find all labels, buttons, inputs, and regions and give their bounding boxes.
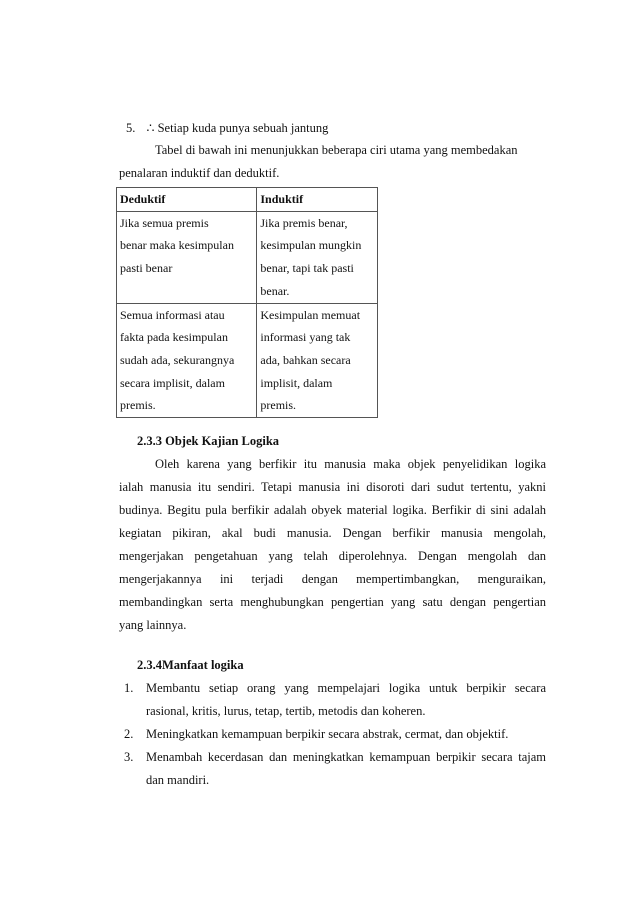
cell-line: benar maka kesimpulan [120,238,234,253]
cell-line: informasi yang tak [260,330,351,345]
premise-item [126,120,328,136]
premise-number: 5. [126,121,136,135]
paragraph-line: budinya. Begitu pula berfikir adalah obyek material logika. Berfikir di sini adalah [119,503,546,517]
cell-line: ada, bahkan secara [260,352,351,367]
premise-text: Setiap kuda punya sebuah jantung [157,121,329,135]
header-induktif: Induktif [257,188,378,212]
cell-line: Jika premis benar, [260,215,348,230]
list-item-line: dan mandiri. [146,773,210,787]
cell-deduktif [117,211,257,303]
therefore-symbol: ∴ [146,121,155,135]
cell-line: Jika semua premis [120,215,209,230]
cell-line: benar. [260,283,290,298]
list-item-number: 1. [124,681,134,695]
paragraph-line: kegiatan pikiran, akal budi manusia. Dengan berfikir manusia mengolah, [119,526,546,540]
paragraph-line: mengerjakan pengetahuan yang telah diperolehnya. Dengan mengolah dan [119,549,546,563]
cell-deduktif [117,303,257,418]
list-item-number: 2. [124,727,134,741]
table-row [117,303,378,418]
paragraph-line: mengerjakannya ini terjadi dengan mempertimbangkan, menguraikan, [119,572,546,586]
paragraph-line: membandingkan serta menghubungkan pengertian yang satu dengan pengertian [119,595,546,609]
cell-line: fakta pada kesimpulan [120,330,228,345]
list-item-line: Membantu setiap orang yang mempelajari logika untuk berpikir secara [146,681,546,695]
cell-line: benar, tapi tak pasti [260,261,354,276]
paragraph-line: Oleh karena yang berfikir itu manusia maka objek penyelidikan logika [155,457,546,471]
cell-line: secara implisit, dalam [120,375,225,390]
cell-line: sudah ada, sekurangnya [120,352,235,367]
cell-line: premis. [120,398,156,413]
cell-induktif [257,303,378,418]
cell-line: Semua informasi atau [120,307,225,322]
cell-line: Kesimpulan memuat [260,307,361,322]
paragraph-line: yang lainnya. [119,618,187,632]
intro-line-2: penalaran induktif dan deduktif. [119,166,280,180]
section-heading-manfaat: 2.3.4Manfaat logika [137,658,244,672]
header-deduktif: Deduktif [117,188,257,212]
list-item-line: rasional, kritis, lurus, tetap, tertib, metodis dan koheren. [146,704,426,718]
list-item-number: 3. [124,750,134,764]
cell-line: implisit, dalam [260,375,333,390]
paragraph-line: ialah manusia itu sendiri. Tetapi manusia ini disoroti dari sudut tertentu, yakni [119,480,546,494]
cell-induktif [257,211,378,303]
intro-line-1: Tabel di bawah ini menunjukkan beberapa ciri utama yang membedakan [155,143,518,157]
cell-line: premis. [260,398,297,413]
cell-line: pasti benar [120,261,173,276]
list-item-line: Meningkatkan kemampuan berpikir secara abstrak, cermat, dan objektif. [146,727,509,741]
section-heading-objek: 2.3.3 Objek Kajian Logika [137,434,280,448]
list-item-line: Menambah kecerdasan dan meningkatkan kemampuan berpikir secara tajam [146,750,546,764]
table-row [117,211,378,303]
table-header-row [117,188,378,212]
comparison-table [116,187,378,418]
cell-line: kesimpulan mungkin [260,238,362,253]
